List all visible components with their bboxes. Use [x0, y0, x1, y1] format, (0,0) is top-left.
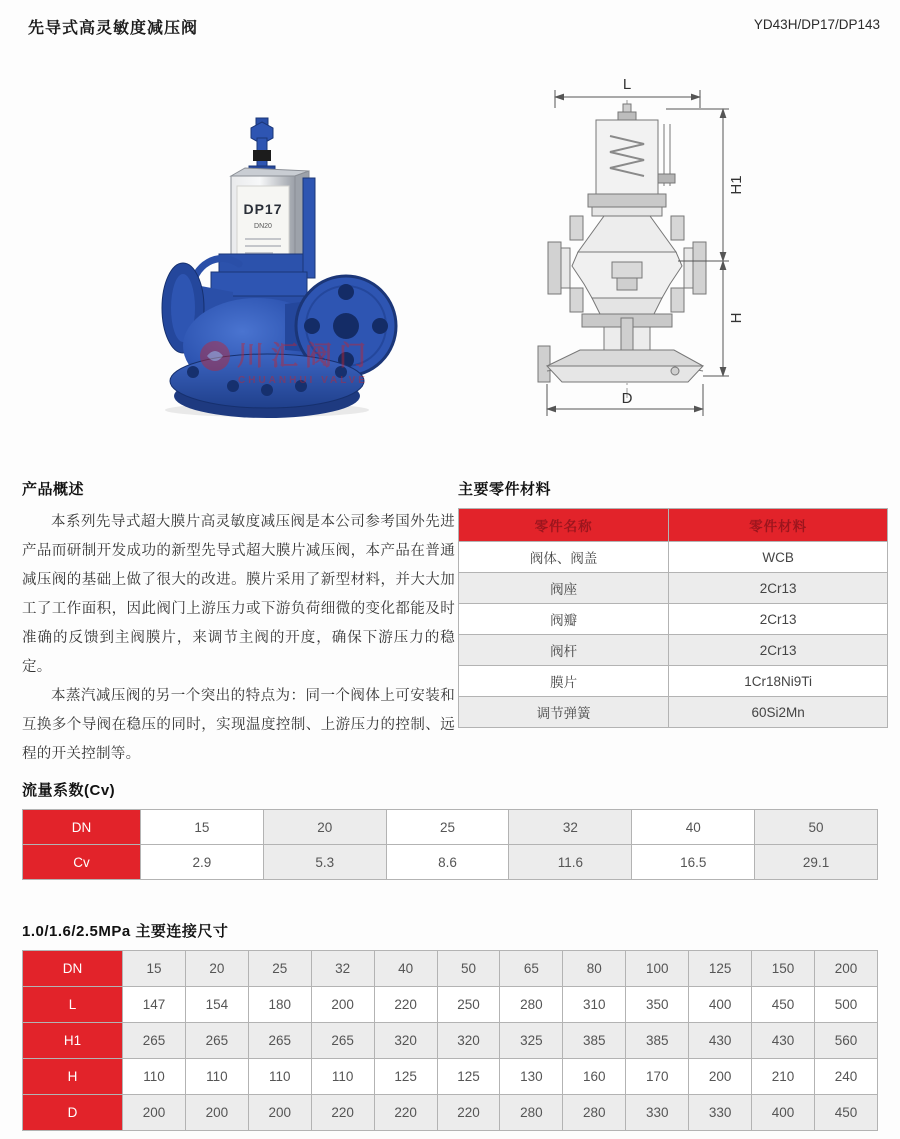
table-row — [459, 697, 888, 728]
materials-heading: 主要零件材料 — [458, 481, 552, 498]
table-cell: 385 — [626, 1023, 689, 1059]
table-row — [23, 951, 878, 987]
table-cell: 280 — [563, 1095, 626, 1131]
dimensions-table-body — [23, 951, 878, 1131]
table-cell: 阀体、阀盖 — [459, 542, 669, 573]
table-cell: 110 — [248, 1059, 311, 1095]
table-cell: 310 — [563, 987, 626, 1023]
table-cell: 450 — [752, 987, 815, 1023]
table-cell: 阀座 — [459, 573, 669, 604]
cv-heading: 流量系数(Cv) — [22, 782, 116, 799]
table-cell: 25 — [386, 810, 509, 845]
row-label: Cv — [23, 845, 141, 880]
dimensions-table — [22, 950, 878, 1131]
dimensions-heading: 1.0/1.6/2.5MPa 主要连接尺寸 — [22, 923, 229, 940]
table-cell: 2Cr13 — [669, 573, 888, 604]
table-cell: 430 — [689, 1023, 752, 1059]
table-cell: 220 — [374, 1095, 437, 1131]
table-cell: 130 — [500, 1059, 563, 1095]
table-cell: 125 — [689, 951, 752, 987]
table-cell: 50 — [437, 951, 500, 987]
table-cell: 265 — [123, 1023, 186, 1059]
table-cell: 265 — [311, 1023, 374, 1059]
table-cell: 265 — [185, 1023, 248, 1059]
table-cell: 1Cr18Ni9Ti — [669, 666, 888, 697]
overview-section — [22, 478, 455, 769]
table-cell: 170 — [626, 1059, 689, 1095]
table-cell: 330 — [626, 1095, 689, 1131]
row-label: L — [23, 987, 123, 1023]
row-label: H — [23, 1059, 123, 1095]
table-row — [23, 845, 878, 880]
table-cell: 220 — [437, 1095, 500, 1131]
table-cell: 330 — [689, 1095, 752, 1131]
pilot-sublabel: DN20 — [254, 223, 272, 230]
overview-paragraph-1: 本系列先导式超大膜片高灵敏度减压阀是本公司参考国外先进产品而研制开发成功的新型先导式超大膜片减压阀，本产品在普通减压阀的基础上做了很大的改进。膜片采用了新型材料，并大大加工了工作面积，因此阀门上游压力或下游负荷细微的变化都能及时准确的反馈到主阀膜片，来调节主阀的开度，确保下游压力的稳定。 — [22, 514, 455, 675]
technical-drawing — [520, 66, 880, 430]
dim-label-H1: H1 — [728, 175, 745, 195]
model-number: YD43H/DP17/DP143 — [753, 17, 880, 32]
table-cell: 240 — [814, 1059, 877, 1095]
table-cell: 2.9 — [141, 845, 264, 880]
table-row — [23, 987, 878, 1023]
table-cell: 280 — [500, 1095, 563, 1131]
cv-table-body — [23, 810, 878, 880]
table-row — [459, 666, 888, 697]
table-cell: 200 — [311, 987, 374, 1023]
table-cell: 25 — [248, 951, 311, 987]
table-cell: 160 — [563, 1059, 626, 1095]
table-cell: 150 — [752, 951, 815, 987]
table-cell: 15 — [141, 810, 264, 845]
table-cell: 560 — [814, 1023, 877, 1059]
table-cell: 265 — [248, 1023, 311, 1059]
table-cell: 147 — [123, 987, 186, 1023]
watermark-cn: 川汇阀门 — [237, 341, 373, 371]
table-cell: 32 — [509, 810, 632, 845]
table-row — [459, 542, 888, 573]
dim-label-H: H — [728, 312, 745, 324]
dim-label-L: L — [622, 76, 632, 93]
table-cell: 8.6 — [386, 845, 509, 880]
table-cell: 154 — [185, 987, 248, 1023]
table-row — [459, 604, 888, 635]
dim-label-D: D — [621, 390, 633, 407]
cv-table — [22, 809, 878, 880]
table-cell: 20 — [263, 810, 386, 845]
table-cell: 膜片 — [459, 666, 669, 697]
row-label: DN — [23, 951, 123, 987]
table-cell: 180 — [248, 987, 311, 1023]
valve-cross-section-drawing — [520, 66, 880, 430]
dimensions-section — [22, 920, 878, 1131]
table-cell: 15 — [123, 951, 186, 987]
table-cell: 200 — [814, 951, 877, 987]
table-cell: 400 — [689, 987, 752, 1023]
product-photo-illustration — [95, 58, 415, 420]
table-cell: 220 — [311, 1095, 374, 1131]
table-cell: 200 — [248, 1095, 311, 1131]
column-header-part-material: 零件材料 — [669, 509, 888, 542]
row-label: D — [23, 1095, 123, 1131]
overview-heading: 产品概述 — [22, 481, 85, 498]
column-header-part-name: 零件名称 — [459, 509, 669, 542]
table-row — [23, 1059, 878, 1095]
watermark-en: CHUANHUI VALVE — [238, 375, 368, 386]
table-cell: 29.1 — [755, 845, 878, 880]
table-row — [23, 1023, 878, 1059]
table-cell: 40 — [374, 951, 437, 987]
table-cell: 16.5 — [632, 845, 755, 880]
table-cell: 110 — [185, 1059, 248, 1095]
table-cell: 200 — [185, 1095, 248, 1131]
table-cell: 110 — [311, 1059, 374, 1095]
table-cell: 阀杆 — [459, 635, 669, 666]
table-cell: 32 — [311, 951, 374, 987]
table-cell: 65 — [500, 951, 563, 987]
table-cell: WCB — [669, 542, 888, 573]
table-cell: 500 — [814, 987, 877, 1023]
table-cell: 385 — [563, 1023, 626, 1059]
overview-paragraph-2: 本蒸汽减压阀的另一个突出的特点为：同一个阀体上可安装和互换多个导阀在稳压的同时，实现温度控制、上游压力的控制、远程的开关控制等。 — [22, 688, 455, 762]
table-cell: 20 — [185, 951, 248, 987]
row-label: H1 — [23, 1023, 123, 1059]
table-cell: 阀瓣 — [459, 604, 669, 635]
table-cell: 2Cr13 — [669, 635, 888, 666]
pilot-label: DP17 — [243, 201, 283, 217]
table-cell: 50 — [755, 810, 878, 845]
page-title: 先导式高灵敏度减压阀 — [28, 20, 199, 37]
table-cell: 320 — [437, 1023, 500, 1059]
materials-table — [458, 508, 888, 728]
table-cell: 100 — [626, 951, 689, 987]
materials-table-body — [459, 542, 888, 728]
table-cell: 250 — [437, 987, 500, 1023]
table-cell: 调节弹簧 — [459, 697, 669, 728]
table-cell: 2Cr13 — [669, 604, 888, 635]
table-cell: 125 — [437, 1059, 500, 1095]
table-cell: 60Si2Mn — [669, 697, 888, 728]
table-cell: 11.6 — [509, 845, 632, 880]
table-row — [459, 573, 888, 604]
table-row — [459, 635, 888, 666]
table-cell: 200 — [689, 1059, 752, 1095]
table-row — [23, 810, 878, 845]
table-cell: 125 — [374, 1059, 437, 1095]
cv-section — [22, 779, 878, 880]
table-cell: 350 — [626, 987, 689, 1023]
table-cell: 430 — [752, 1023, 815, 1059]
table-cell: 280 — [500, 987, 563, 1023]
materials-section — [458, 478, 888, 728]
table-cell: 400 — [752, 1095, 815, 1131]
table-header-row — [459, 509, 888, 542]
table-cell: 5.3 — [263, 845, 386, 880]
product-photo — [95, 58, 415, 420]
table-cell: 320 — [374, 1023, 437, 1059]
table-cell: 40 — [632, 810, 755, 845]
row-label: DN — [23, 810, 141, 845]
table-cell: 80 — [563, 951, 626, 987]
table-cell: 110 — [123, 1059, 186, 1095]
table-cell: 220 — [374, 987, 437, 1023]
table-cell: 325 — [500, 1023, 563, 1059]
table-cell: 450 — [814, 1095, 877, 1131]
table-cell: 210 — [752, 1059, 815, 1095]
table-row — [23, 1095, 878, 1131]
table-cell: 200 — [123, 1095, 186, 1131]
